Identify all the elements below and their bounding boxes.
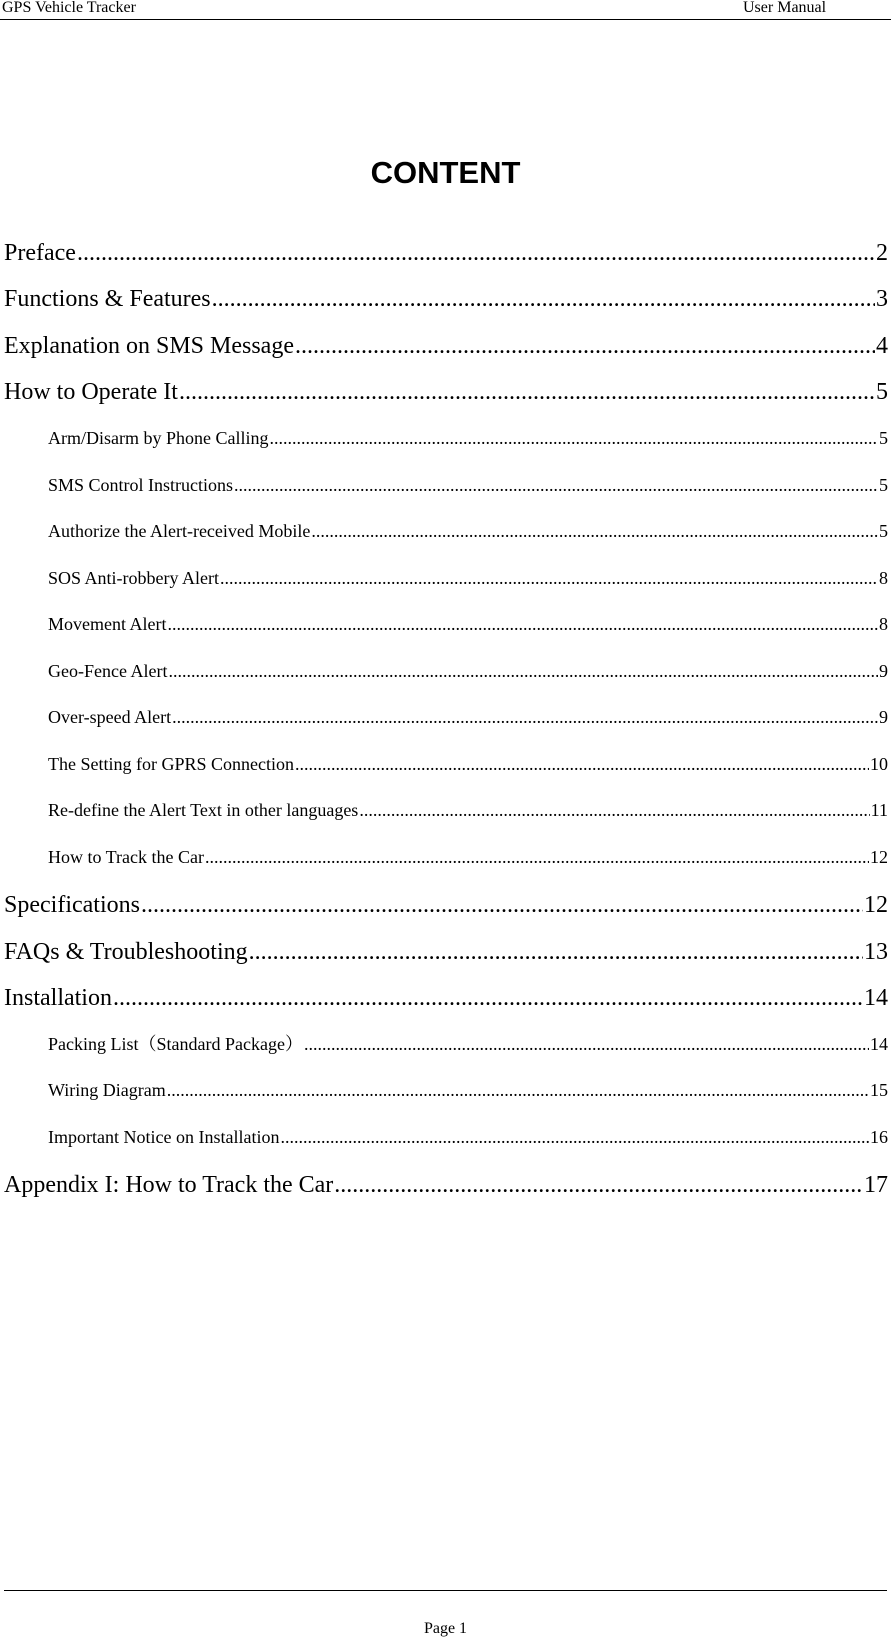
toc-dot-leader bbox=[295, 752, 869, 776]
toc-entry-page-number: 12 bbox=[870, 847, 888, 867]
toc-entry[interactable] bbox=[4, 238, 888, 268]
toc-entry[interactable] bbox=[48, 1125, 888, 1149]
toc-entry[interactable] bbox=[48, 705, 888, 729]
toc-entry-page-number: 16 bbox=[870, 1127, 888, 1147]
toc-entry[interactable] bbox=[48, 519, 888, 543]
toc-entry-title: Authorize the Alert-received Mobile bbox=[48, 521, 311, 541]
toc-entry-title: Geo-Fence Alert bbox=[48, 661, 168, 681]
toc-entry-page-number: 8 bbox=[879, 568, 888, 588]
toc-entry-title: SMS Control Instructions bbox=[48, 475, 234, 495]
toc-entry-title: Functions & Features bbox=[4, 286, 211, 312]
toc-dot-leader bbox=[168, 659, 878, 683]
toc-entry-title: Important Notice on Installation bbox=[48, 1127, 280, 1147]
toc-entry-page-number: 12 bbox=[864, 892, 888, 918]
toc-dot-leader bbox=[205, 845, 869, 869]
toc-dot-leader bbox=[113, 983, 863, 1013]
toc-entry[interactable] bbox=[48, 566, 888, 590]
toc-entry[interactable] bbox=[48, 612, 888, 636]
toc-entry-title: Re-define the Alert Text in other languages bbox=[48, 800, 359, 820]
toc-entry-page-number: 9 bbox=[879, 707, 888, 727]
toc-entry-title: Explanation on SMS Message bbox=[4, 333, 294, 359]
toc-entry-title: Wiring Diagram bbox=[48, 1080, 166, 1100]
toc-dot-leader bbox=[179, 377, 875, 407]
toc-entry-title: Installation bbox=[4, 985, 112, 1011]
toc-dot-leader bbox=[359, 798, 869, 822]
toc-dot-leader bbox=[212, 284, 875, 314]
toc-entry-page-number: 10 bbox=[870, 754, 888, 774]
toc-entry-title: Over-speed Alert bbox=[48, 707, 172, 727]
toc-entry[interactable] bbox=[4, 983, 888, 1013]
toc-entry-page-number: 4 bbox=[876, 333, 888, 359]
toc-entry[interactable] bbox=[48, 845, 888, 869]
toc-entry[interactable] bbox=[4, 937, 888, 967]
toc-dot-leader bbox=[249, 937, 863, 967]
toc-entry[interactable] bbox=[48, 1032, 888, 1056]
toc-entry[interactable] bbox=[4, 284, 888, 314]
toc-entry[interactable] bbox=[48, 659, 888, 683]
toc-entry-title: How to Track the Car bbox=[48, 847, 204, 867]
toc-entry[interactable] bbox=[48, 798, 888, 822]
toc-entry-title: The Setting for GPRS Connection bbox=[48, 754, 294, 774]
toc-dot-leader bbox=[220, 566, 878, 590]
toc-entry-title: Movement Alert bbox=[48, 614, 167, 634]
page-title: CONTENT bbox=[370, 155, 521, 190]
toc-dot-leader bbox=[141, 890, 863, 920]
toc-entry-title: Packing List（Standard Package） bbox=[48, 1034, 303, 1054]
toc-dot-leader bbox=[295, 331, 875, 361]
toc-entry-page-number: 5 bbox=[879, 428, 888, 448]
toc-entry[interactable] bbox=[4, 1170, 888, 1200]
toc-entry-page-number: 2 bbox=[876, 240, 888, 266]
toc-entry-title: SOS Anti-robbery Alert bbox=[48, 568, 219, 588]
toc-entry-page-number: 5 bbox=[879, 475, 888, 495]
toc-dot-leader bbox=[234, 473, 878, 497]
toc-entry-page-number: 5 bbox=[876, 379, 888, 405]
toc-entry-page-number: 11 bbox=[870, 800, 888, 820]
toc-entry-page-number: 13 bbox=[864, 939, 888, 965]
toc-dot-leader bbox=[304, 1032, 869, 1056]
toc-dot-leader bbox=[311, 519, 878, 543]
toc-entry-title: How to Operate It bbox=[4, 379, 178, 405]
toc-entry[interactable] bbox=[4, 890, 888, 920]
toc-entry[interactable] bbox=[48, 426, 888, 450]
toc-entry[interactable] bbox=[48, 1078, 888, 1102]
toc-entry[interactable] bbox=[48, 752, 888, 776]
toc-dot-leader bbox=[77, 238, 875, 268]
toc-entry-title: Specifications bbox=[4, 892, 140, 918]
toc-dot-leader bbox=[167, 612, 878, 636]
toc-entry-page-number: 15 bbox=[870, 1080, 888, 1100]
toc-entry-title: Arm/Disarm by Phone Calling bbox=[48, 428, 269, 448]
toc-dot-leader bbox=[269, 426, 878, 450]
toc-entry-page-number: 5 bbox=[879, 521, 888, 541]
footer-divider bbox=[4, 1590, 887, 1591]
toc-dot-leader bbox=[167, 1078, 869, 1102]
toc-entry-title: FAQs & Troubleshooting bbox=[4, 939, 248, 965]
toc-dot-leader bbox=[172, 705, 878, 729]
toc-dot-leader bbox=[280, 1125, 869, 1149]
toc-entry[interactable] bbox=[48, 473, 888, 497]
toc-entry-page-number: 9 bbox=[879, 661, 888, 681]
header-document-type: User Manual bbox=[743, 0, 827, 16]
header-document-title: GPS Vehicle Tracker bbox=[2, 0, 136, 16]
page-number: Page 1 bbox=[423, 1620, 468, 1637]
toc-entry[interactable] bbox=[4, 331, 888, 361]
toc-entry-page-number: 14 bbox=[864, 985, 888, 1011]
toc-entry-page-number: 8 bbox=[879, 614, 888, 634]
toc-entry[interactable] bbox=[4, 377, 888, 407]
toc-entry-title: Appendix I: How to Track the Car bbox=[4, 1172, 334, 1198]
toc-entry-title: Preface bbox=[4, 240, 76, 266]
toc-dot-leader bbox=[334, 1170, 863, 1200]
toc-entry-page-number: 3 bbox=[876, 286, 888, 312]
toc-entry-page-number: 14 bbox=[870, 1034, 888, 1054]
toc-entry-page-number: 17 bbox=[864, 1172, 888, 1198]
